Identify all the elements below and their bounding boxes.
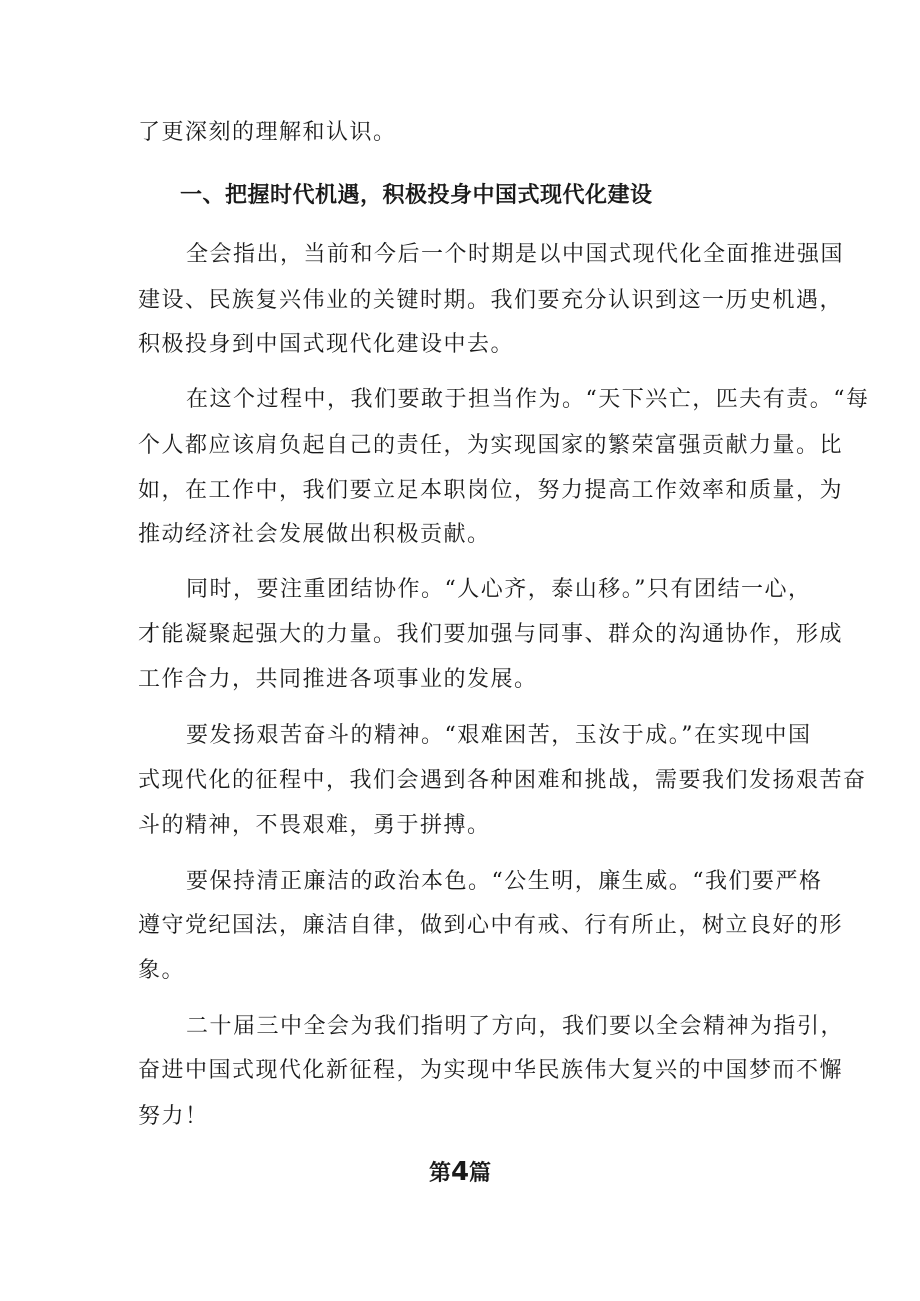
- chapter-suffix: 篇: [469, 1161, 492, 1186]
- chapter-prefix: 第: [428, 1161, 451, 1186]
- body-line: 奋进中国式现代化新征程，为实现中华民族伟大复兴的中国梦而不懈: [138, 1058, 844, 1083]
- body-line: 在这个过程中，我们要敢于担当作为。“天下兴亡，匹夫有责。“每: [186, 387, 870, 412]
- body-line: 式现代化的征程中，我们会遇到各种困难和挑战，需要我们发扬艰苦奋: [138, 768, 867, 793]
- body-line: 如，在工作中，我们要立足本职岗位，努力提高工作效率和质量，为: [138, 478, 844, 503]
- body-line: 全会指出，当前和今后一个时期是以中国式现代化全面推进强国: [186, 242, 845, 267]
- chapter-heading: [0, 1157, 920, 1189]
- body-line: 努力！: [138, 1104, 209, 1129]
- body-line: 才能凝聚起强大的力量。我们要加强与同事、群众的沟通协作，形成: [138, 622, 844, 647]
- body-line: 了更深刻的理解和认识。: [138, 120, 397, 145]
- body-line: 工作合力，共同推进各项事业的发展。: [138, 667, 538, 692]
- body-line: 同时，要注重团结协作。“人心齐，泰山移。”只有团结一心，: [186, 577, 812, 602]
- body-line: 二十届三中全会为我们指明了方向，我们要以全会精神为指引，: [186, 1014, 845, 1039]
- body-line: 斗的精神，不畏艰难，勇于拼搏。: [138, 813, 491, 838]
- body-line: 象。: [138, 958, 186, 983]
- body-line: 推动经济社会发展做出积极贡献。: [138, 522, 491, 547]
- body-line: 遵守党纪国法，廉洁自律，做到心中有戒、行有所止，树立良好的形: [138, 913, 844, 938]
- body-line: 要保持清正廉洁的政治本色。“公生明，廉生威。“我们要严格: [186, 869, 823, 894]
- body-line: 个人都应该肩负起自己的责任，为实现国家的繁荣富强贡献力量。比: [138, 433, 844, 458]
- body-line: 要发扬艰苦奋斗的精神。“艰难困苦，玉汝于成。”在实现中国: [186, 723, 812, 748]
- body-line: 建设、民族复兴伟业的关键时期。我们要充分认识到这一历史机遇，: [138, 288, 844, 313]
- section-heading: 一、把握时代机遇，积极投身中国式现代化建设: [180, 183, 653, 208]
- chapter-number: 4: [450, 1157, 470, 1187]
- body-line: 积极投身到中国式现代化建设中去。: [138, 332, 515, 357]
